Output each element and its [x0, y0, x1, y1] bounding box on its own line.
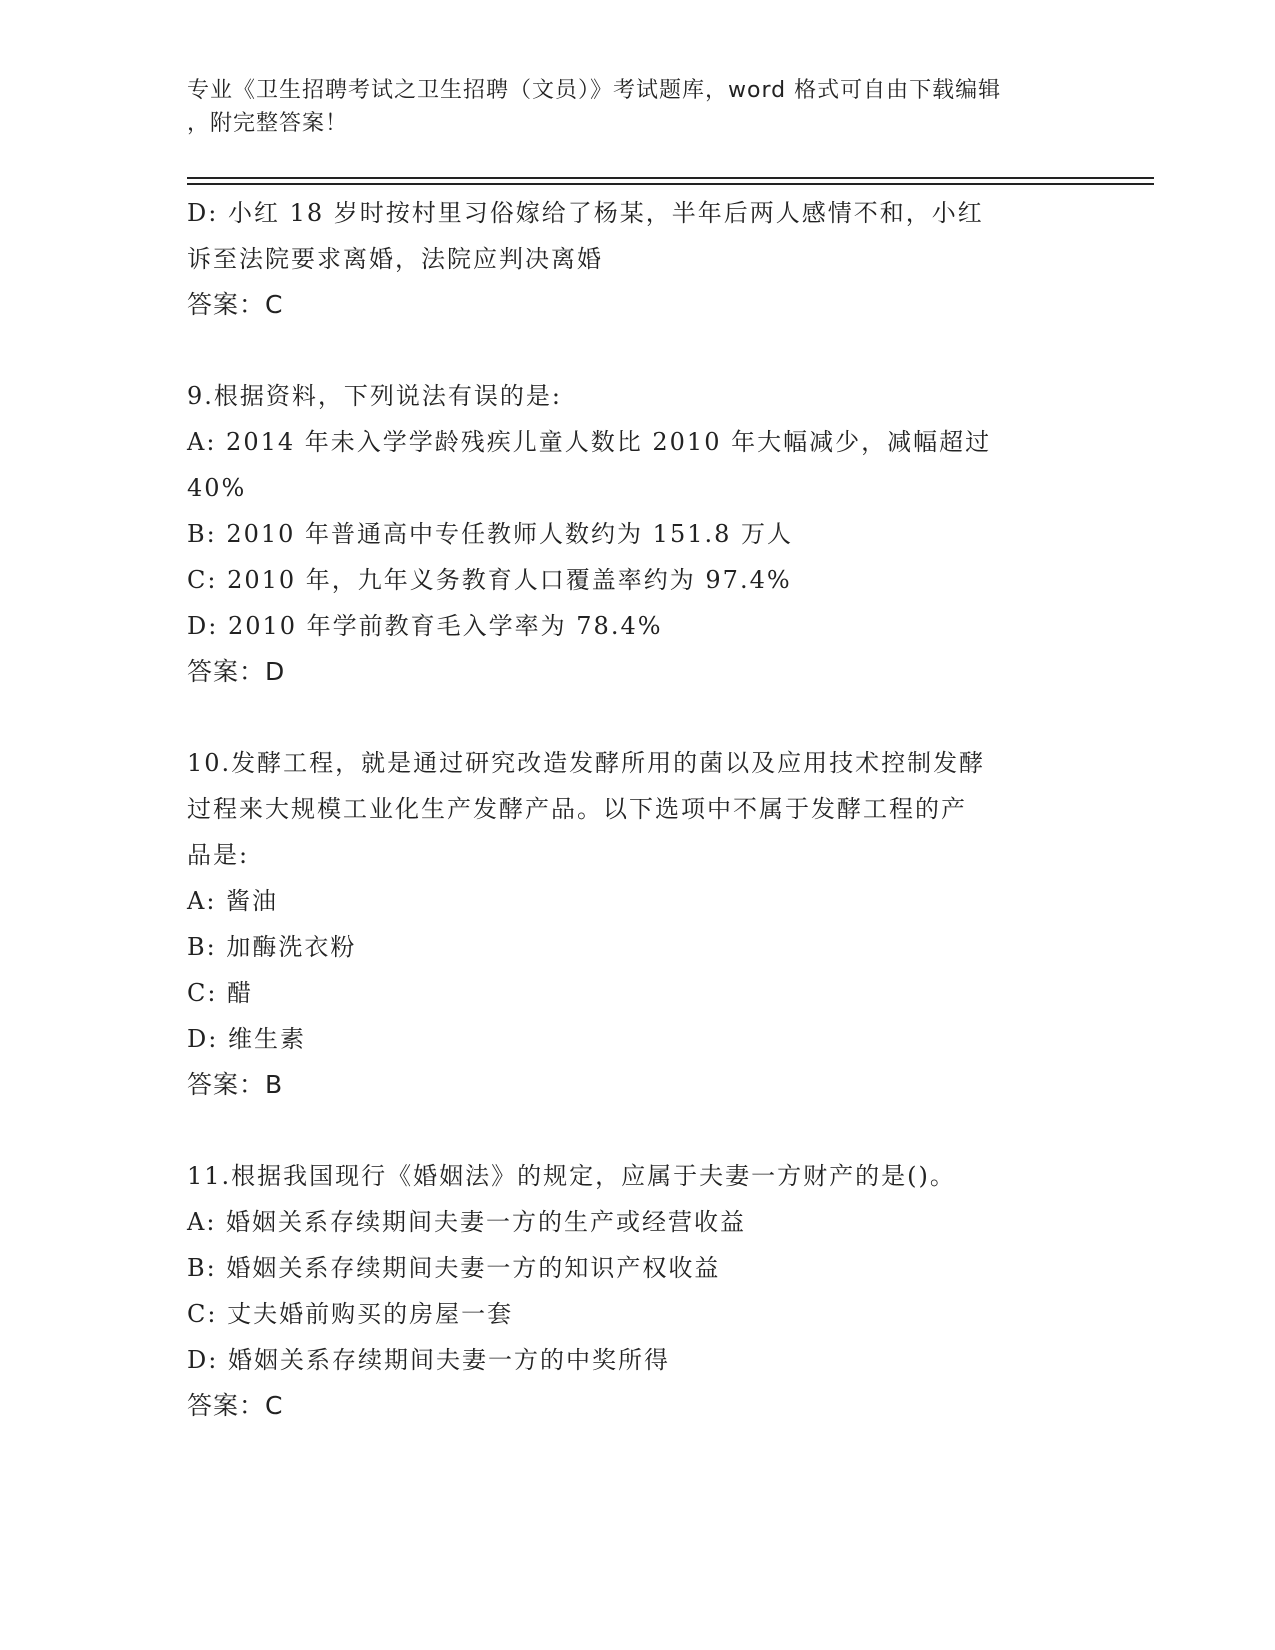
header-line-1: 专业《卫生招聘考试之卫生招聘（文员）》考试题库，word 格式可自由下载编辑: [187, 78, 1002, 103]
q10-option-c: C: 醋: [187, 979, 254, 1007]
document-header: [187, 74, 1067, 140]
q8-option-d-line-2: 诉至法院要求离婚，法院应判决离婚: [187, 245, 603, 273]
q10-option-d: D: 维生素: [187, 1025, 306, 1053]
q10-stem-line-2: 过程来大规模工业化生产发酵产品。以下选项中不属于发酵工程的产: [187, 795, 967, 823]
question-11: [187, 1153, 1087, 1429]
header-line-2: ，附完整答案！: [187, 111, 349, 136]
q10-option-b: B: 加酶洗衣粉: [187, 933, 357, 961]
q11-option-d: D: 婚姻关系存续期间夫妻一方的中奖所得: [187, 1346, 670, 1374]
q9-option-c: C: 2010 年，九年义务教育人口覆盖率约为 97.4%: [187, 566, 792, 594]
q10-stem-line-3: 品是:: [187, 841, 250, 869]
q9-stem: 9.根据资料，下列说法有误的是:: [187, 382, 562, 410]
q11-stem: 11.根据我国现行《婚姻法》的规定，应属于夫妻一方财产的是()。: [187, 1162, 956, 1190]
question-10: [187, 740, 1087, 1108]
q11-option-a: A: 婚姻关系存续期间夫妻一方的生产或经营收益: [187, 1208, 747, 1236]
q9-option-a-line-1: A: 2014 年未入学学龄残疾儿童人数比 2010 年大幅减少，减幅超过: [187, 428, 992, 456]
q9-option-b: B: 2010 年普通高中专任教师人数约为 151.8 万人: [187, 520, 794, 548]
q11-option-c: C: 丈夫婚前购买的房屋一套: [187, 1300, 514, 1328]
header-divider-bottom: [187, 183, 1154, 185]
q8-answer: 答案：C: [187, 290, 284, 319]
header-divider-top: [187, 177, 1154, 179]
q10-option-a: A: 酱油: [187, 887, 279, 915]
q11-answer: 答案：C: [187, 1391, 284, 1420]
q11-option-b: B: 婚姻关系存续期间夫妻一方的知识产权收益: [187, 1254, 721, 1282]
q9-option-a-line-2: 40%: [187, 474, 247, 502]
q9-option-d: D: 2010 年学前教育毛入学率为 78.4%: [187, 612, 663, 640]
document-body: [187, 190, 1087, 1429]
q10-answer: 答案：B: [187, 1070, 284, 1099]
q10-stem-line-1: 10.发酵工程，就是通过研究改造发酵所用的菌以及应用技术控制发酵: [187, 749, 986, 777]
question-8: [187, 190, 1087, 328]
q8-option-d-line-1: D: 小红 18 岁时按村里习俗嫁给了杨某，半年后两人感情不和，小红: [187, 199, 984, 227]
q9-answer: 答案：D: [187, 657, 286, 686]
question-9: [187, 373, 1087, 695]
